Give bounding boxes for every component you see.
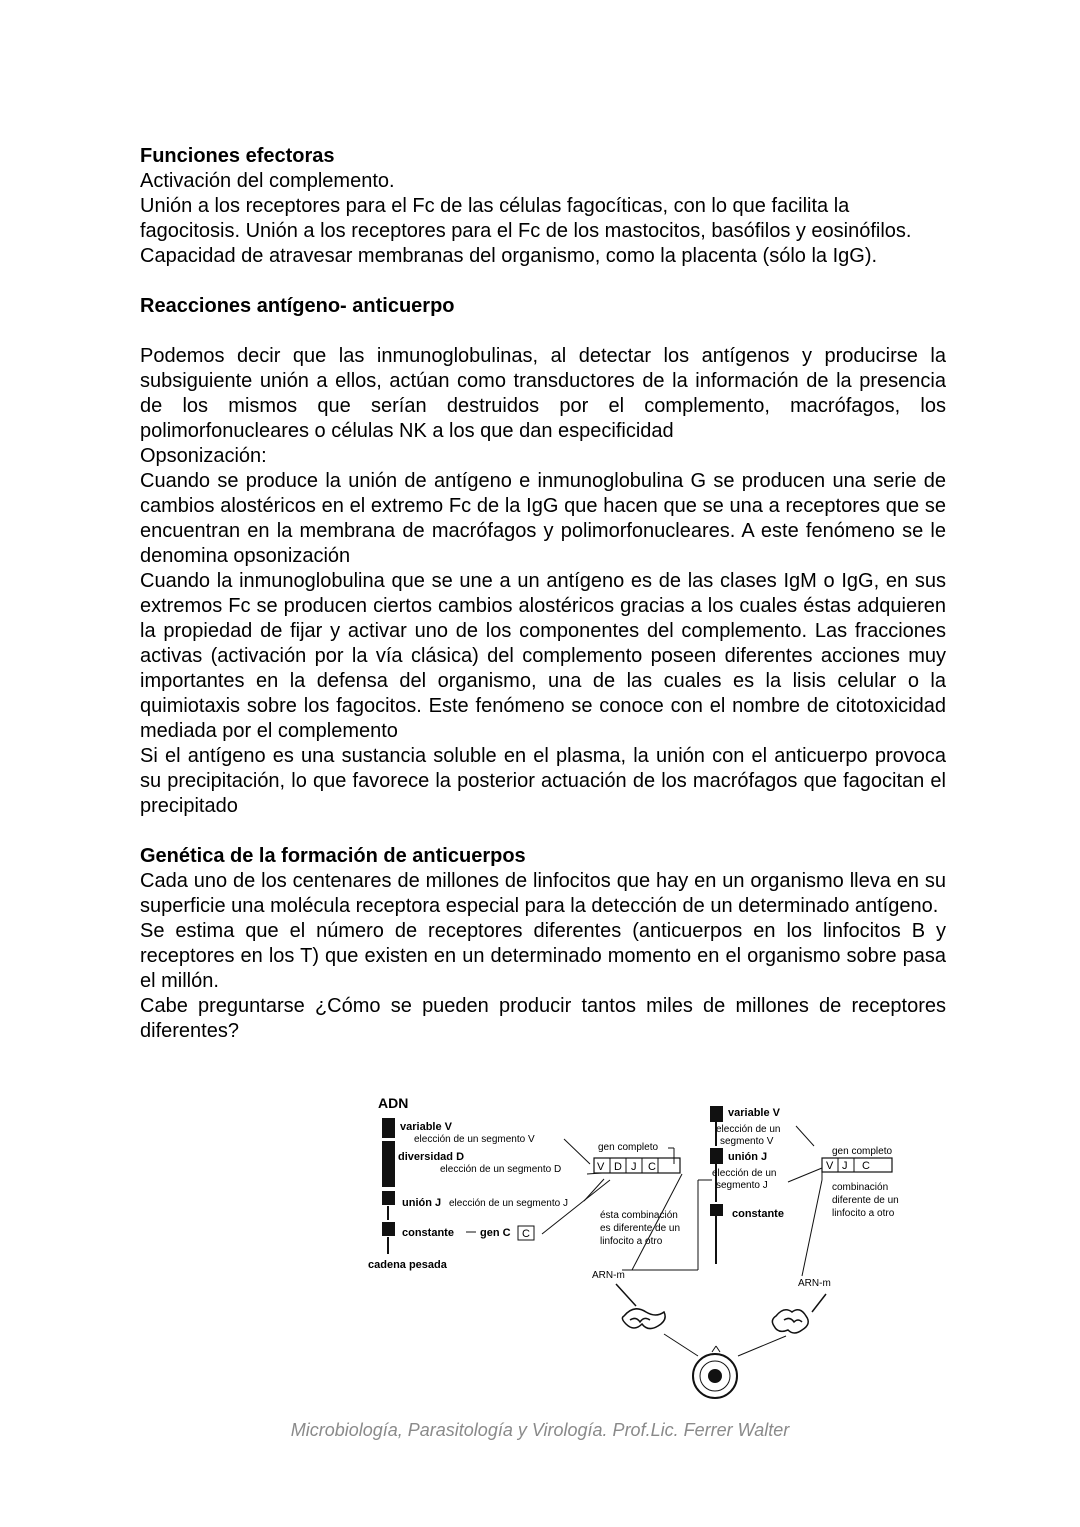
union-right-choice-1: elección de un	[712, 1168, 777, 1179]
left-dna-chain	[382, 1118, 395, 1254]
antibody-gene-diagram	[352, 1094, 912, 1404]
variable-right-label: variable V	[728, 1107, 780, 1119]
combination-left-3: linfocito a otro	[600, 1236, 663, 1247]
combination-left-1: ésta combinación	[600, 1210, 678, 1221]
paragraph: Opsonización:	[140, 445, 267, 467]
adn-label: ADN	[378, 1095, 409, 1111]
section-heading: Genética de la formación de anticuerpos	[140, 845, 526, 867]
union-label: unión J	[402, 1197, 442, 1209]
paragraph: Cabe preguntarse ¿Cómo se pueden producir tantos miles de millones de receptores diferentes?	[140, 995, 946, 1042]
union-right-label: unión J	[728, 1151, 768, 1163]
diversidad-choice-label: elección de un segmento D	[440, 1164, 562, 1175]
arn-m-left: ARN-m	[592, 1270, 625, 1281]
svg-text:C: C	[862, 1160, 870, 1172]
variable-choice-label: elección de un segmento V	[414, 1134, 535, 1145]
union-choice-label: elección de un segmento J	[449, 1198, 568, 1209]
gen-c-label: gen C	[480, 1227, 511, 1239]
ribosome-left	[616, 1284, 665, 1329]
page-footer: Microbiología, Parasitología y Virología. Prof.Lic. Ferrer Walter	[290, 1420, 790, 1440]
paragraph: Capacidad de atravesar membranas del organismo, como la placenta (sólo la IgG).	[140, 245, 878, 267]
ribosome-right	[772, 1294, 826, 1333]
section-heading: Funciones efectoras	[140, 145, 335, 167]
cadena-pesada-label: cadena pesada	[368, 1259, 447, 1271]
gen-completo-left: gen completo	[598, 1142, 659, 1153]
lymphocyte-cell	[693, 1354, 737, 1398]
svg-text:D: D	[614, 1161, 622, 1173]
union-right-choice-2: segmento J	[716, 1180, 768, 1191]
diversidad-label: diversidad D	[398, 1151, 465, 1163]
combination-right-1: combinación	[832, 1182, 889, 1193]
combination-left-2: es diferente de un	[600, 1223, 681, 1234]
paragraph: Podemos decir que las inmunoglobulinas, al detectar los antígenos y producirse la subsiguiente unión a ellos, actúan como transductores de la información de la presencia de los mismos que serían destruidos por el complemento, macrófagos, los polimorfonucleares o células NK a los que dan especificidad	[140, 345, 946, 442]
gene-box-right	[822, 1158, 892, 1172]
gen-completo-right: gen completo	[832, 1146, 893, 1157]
paragraph: Cuando la inmunoglobulina que se une a un antígeno es de las clases IgM o IgG, en sus extremos Fc se producen ciertos cambios alostéricos gracias a los cuales éstas adquieren la propiedad de fijar y activar uno de los componentes del complemento. Las fracciones activas (activación por la vía clásica) del complemento poseen diferentes acciones muy importantes en la defensa del organismo, una de las cuales es la lisis celular o la quimiotaxis sobre los fagocitos. Este fenómeno se conoce con el nombre de citotoxicidad mediada por el complemento	[140, 570, 946, 742]
variable-label: variable V	[400, 1121, 452, 1133]
gene-box-left	[594, 1158, 680, 1173]
svg-text:C: C	[648, 1161, 656, 1173]
paragraph: Cada uno de los centenares de millones de linfocitos que hay en un organismo lleva en su superficie una molécula receptora especial para la detección de un determinado antígeno.	[140, 870, 946, 917]
combination-right-3: linfocito a otro	[832, 1208, 895, 1219]
section-heading: Reacciones antígeno- anticuerpo	[140, 295, 455, 317]
svg-text:V: V	[826, 1160, 834, 1172]
paragraph: Activación del complemento.	[140, 170, 395, 192]
svg-text:J: J	[842, 1160, 848, 1172]
document-body	[140, 144, 946, 1044]
arn-m-right: ARN-m	[798, 1278, 831, 1289]
constante-label: constante	[402, 1227, 454, 1239]
combination-right-2: diferente de un	[832, 1195, 899, 1206]
gen-c-box-label: C	[522, 1228, 530, 1240]
paragraph: Cuando se produce la unión de antígeno e inmunoglobulina G se producen una serie de cambios alostéricos en el extremo Fc de la IgG que hacen que se una a receptores que se encuentran en la membrana de macrófagos y polimorfonucleares. A este fenómeno se le denomina opsonización	[140, 470, 946, 567]
constante-right-label: constante	[732, 1208, 784, 1220]
variable-right-choice-2: segmento V	[720, 1136, 774, 1147]
paragraph: Si el antígeno es una sustancia soluble en el plasma, la unión con el anticuerpo provoca su precipitación, lo que favorece la posterior actuación de los macrófagos que fagocitan el precipitado	[140, 745, 946, 817]
svg-text:V: V	[597, 1161, 605, 1173]
variable-right-choice-1: elección de un	[716, 1124, 781, 1135]
paragraph: Se estima que el número de receptores diferentes (anticuerpos en los linfocitos B y receptores en los T) que existen en un determinado momento en el organismo sobre pasa el millón.	[140, 920, 946, 992]
svg-text:J: J	[631, 1161, 637, 1173]
paragraph: Unión a los receptores para el Fc de las células fagocíticas, con lo que facilita la fagocitosis. Unión a los receptores para el Fc de los mastocitos, basófilos y eosinófilos.	[140, 195, 912, 242]
